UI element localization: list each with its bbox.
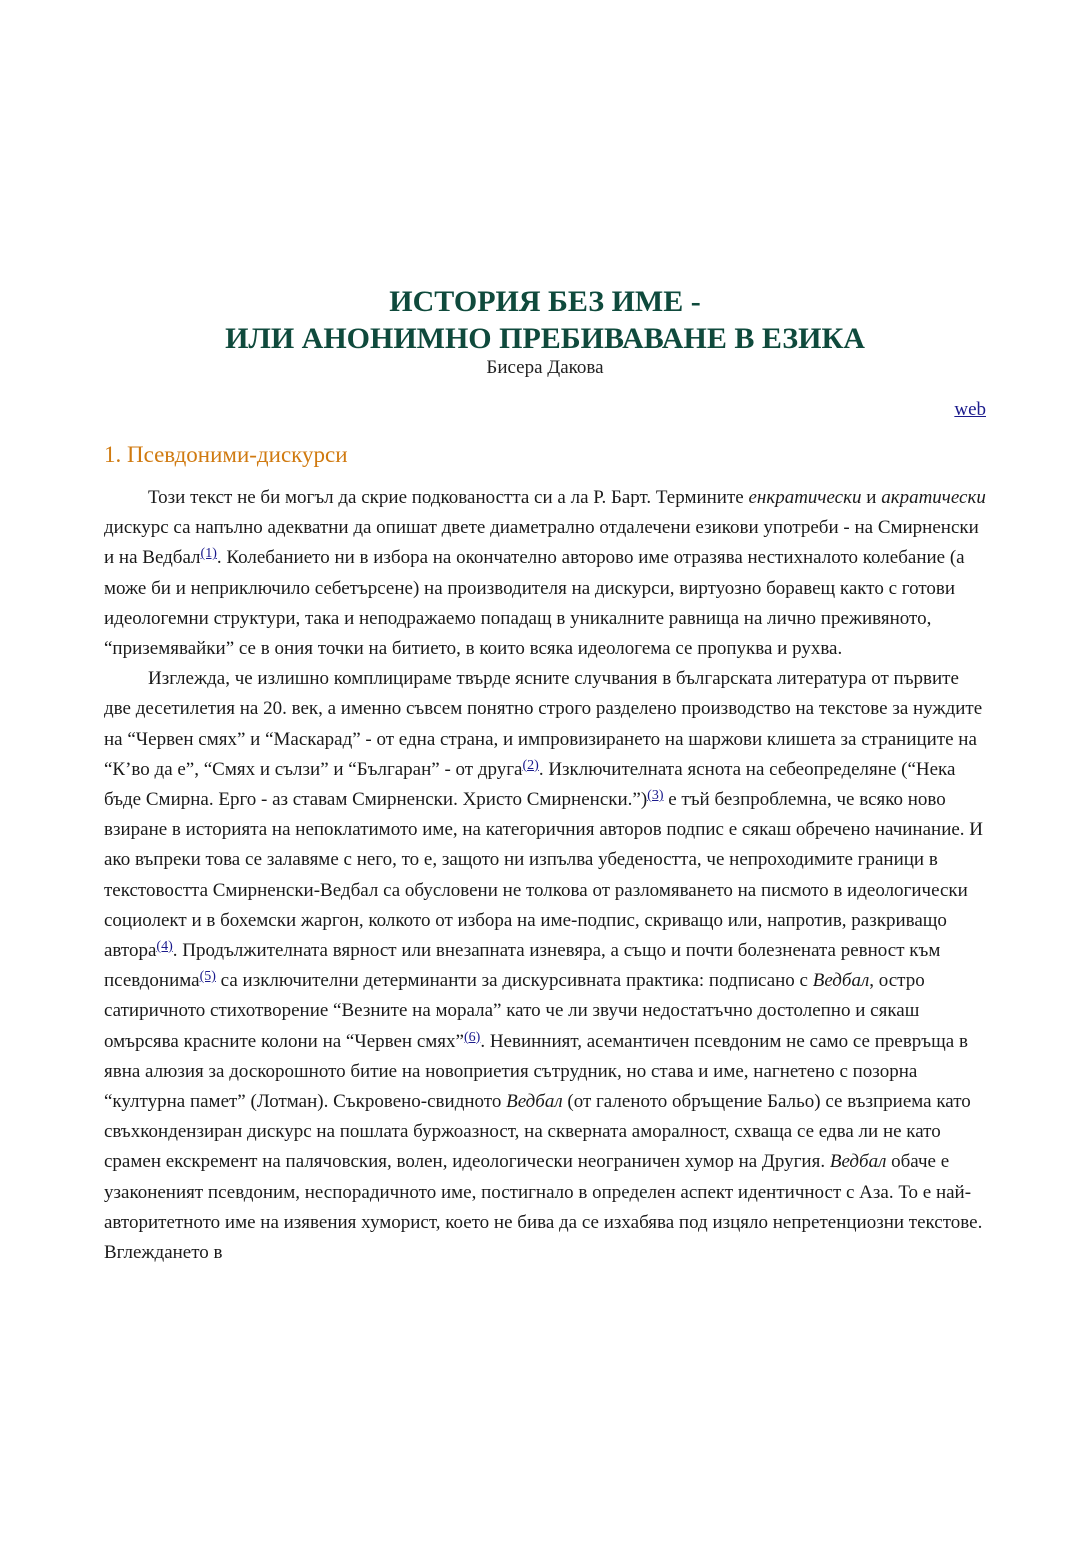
text-run: . Колебанието ни в избора на окончателно авторово име отразява нестихналото колебание (а може би и неприключило себетърсене) на производителя на дискурси, виртуозно боравещ както с готови идеологемни структури, така и неподражаемо попадащ в уникалните равнища на лично преживяното, “приземявайки” се в ония точки на битието, в които всяка идеологема се пропуква и рухва. — [104, 547, 965, 660]
footnote-link-5[interactable]: (5) — [199, 969, 216, 985]
text-run: . Изключителната яснота на себеопределяне (“Нека бъде Смирна. Ерго - аз ставам Смирненски. Христо Смирненски.”) — [104, 758, 956, 811]
text-run: Този текст не би могъл да скрие подковаността си а ла Р. Барт. Термините — [148, 487, 749, 508]
text-run: обаче е узаконеният псевдоним, неспорадичното име, постигнало в определен аспект идентичност с Аза. То е най-авторитетното име на изявения хуморист, което не бива да се изхабява под изцяло непретенциозни текстове. Вглеждането в — [104, 1151, 983, 1264]
italic-pseudonym: Ведбал — [829, 1151, 887, 1173]
title-line-1: ИСТОРИЯ БЕЗ ИМЕ - — [389, 285, 701, 318]
text-run: (от галеното обръщение Бальо) се възприема като свъхкондензиран дискурс на пошлата буржоазност, на скверната аморалност, схваща се едва ли не като срамен екскремент на палячовския, волен, идеологически неограничен хумор на Другия. — [104, 1091, 971, 1173]
text-run: е тъй безпроблемна, че всяко ново взиране в историята на непоклатимото име, на категоричния авторов подпис е сякаш обречено начинание. И ако въпреки това се залавяме с него, то е, защото ни изпълва убедеността, че непроходимите граници в текстовостта Смирненски-Ведбал са обусловени не толкова от разломяването на писмото в идеологически социолект и в бохемски жаргон, колкото от избора на име-подпис, скриващо или, напротив, разкриващо автора — [104, 789, 984, 962]
document-title — [104, 283, 986, 357]
web-link[interactable]: web — [954, 399, 986, 420]
footnote-link-6[interactable]: (6) — [463, 1029, 481, 1045]
italic-term: акратически — [881, 487, 986, 508]
text-run: Изглежда, че излишно комплицираме твърде ясните случвания в българската литература от първите две десетилетия на 20. век, а именно съвсем понятно строго разделено производство на текстове за нуждите на “Червен смях” и “Маскарад” - от една страна, и импровизирането на шаржови клишета за страниците на “К’во да е”, “Смях и сълзи” и “Българан” - от друга — [104, 668, 983, 780]
paragraph-2 — [104, 664, 986, 1268]
title-line-2: ИЛИ АНОНИМНО ПРЕБИВАВАНЕ В ЕЗИКА — [225, 322, 865, 355]
text-run: , остро сатиричното стихотворение “Везните на морала” като че ли звучи недостатъчно достолепно и сякаш омърсява красните колони на “Червен смях” — [104, 970, 925, 1052]
footnote-link-3[interactable]: (3) — [647, 788, 664, 804]
footnote-link-1[interactable]: (1) — [200, 546, 217, 562]
section-heading: 1. Псевдоними-дискурси — [104, 442, 348, 467]
footnote-link-2[interactable]: (2) — [522, 757, 539, 773]
italic-term: енкратически — [748, 487, 862, 508]
text-run: и — [861, 487, 882, 508]
text-run: са изключителни детерминанти за дискурсивната практика: подписано с — [215, 970, 813, 992]
text-run: . Продължителната вярност или внезапната изневяра, а също и почти болезнената ревност към псевдонима — [104, 940, 941, 992]
text-run: . Невинният, асемантичен псевдоним не само се превръща в явна алюзия за доскорошното битие на новоприетия сътрудник, но става и име, нагнетено с позорна “културна памет” (Лотман). Съкровено-свидното — [104, 1030, 968, 1113]
web-link-row — [104, 399, 986, 421]
document-page — [104, 283, 986, 1268]
italic-pseudonym: Ведбал — [506, 1091, 563, 1113]
italic-pseudonym: Ведбал — [812, 970, 870, 992]
text-run: дискурс са напълно адекватни да опишат двете диаметрално отдалечени езикови употреби - на Смирненски и на Ведбал — [104, 517, 979, 569]
author-name: Бисера Дакова — [486, 357, 604, 378]
footnote-link-4[interactable]: (4) — [156, 939, 173, 955]
paragraph-1 — [104, 483, 986, 664]
